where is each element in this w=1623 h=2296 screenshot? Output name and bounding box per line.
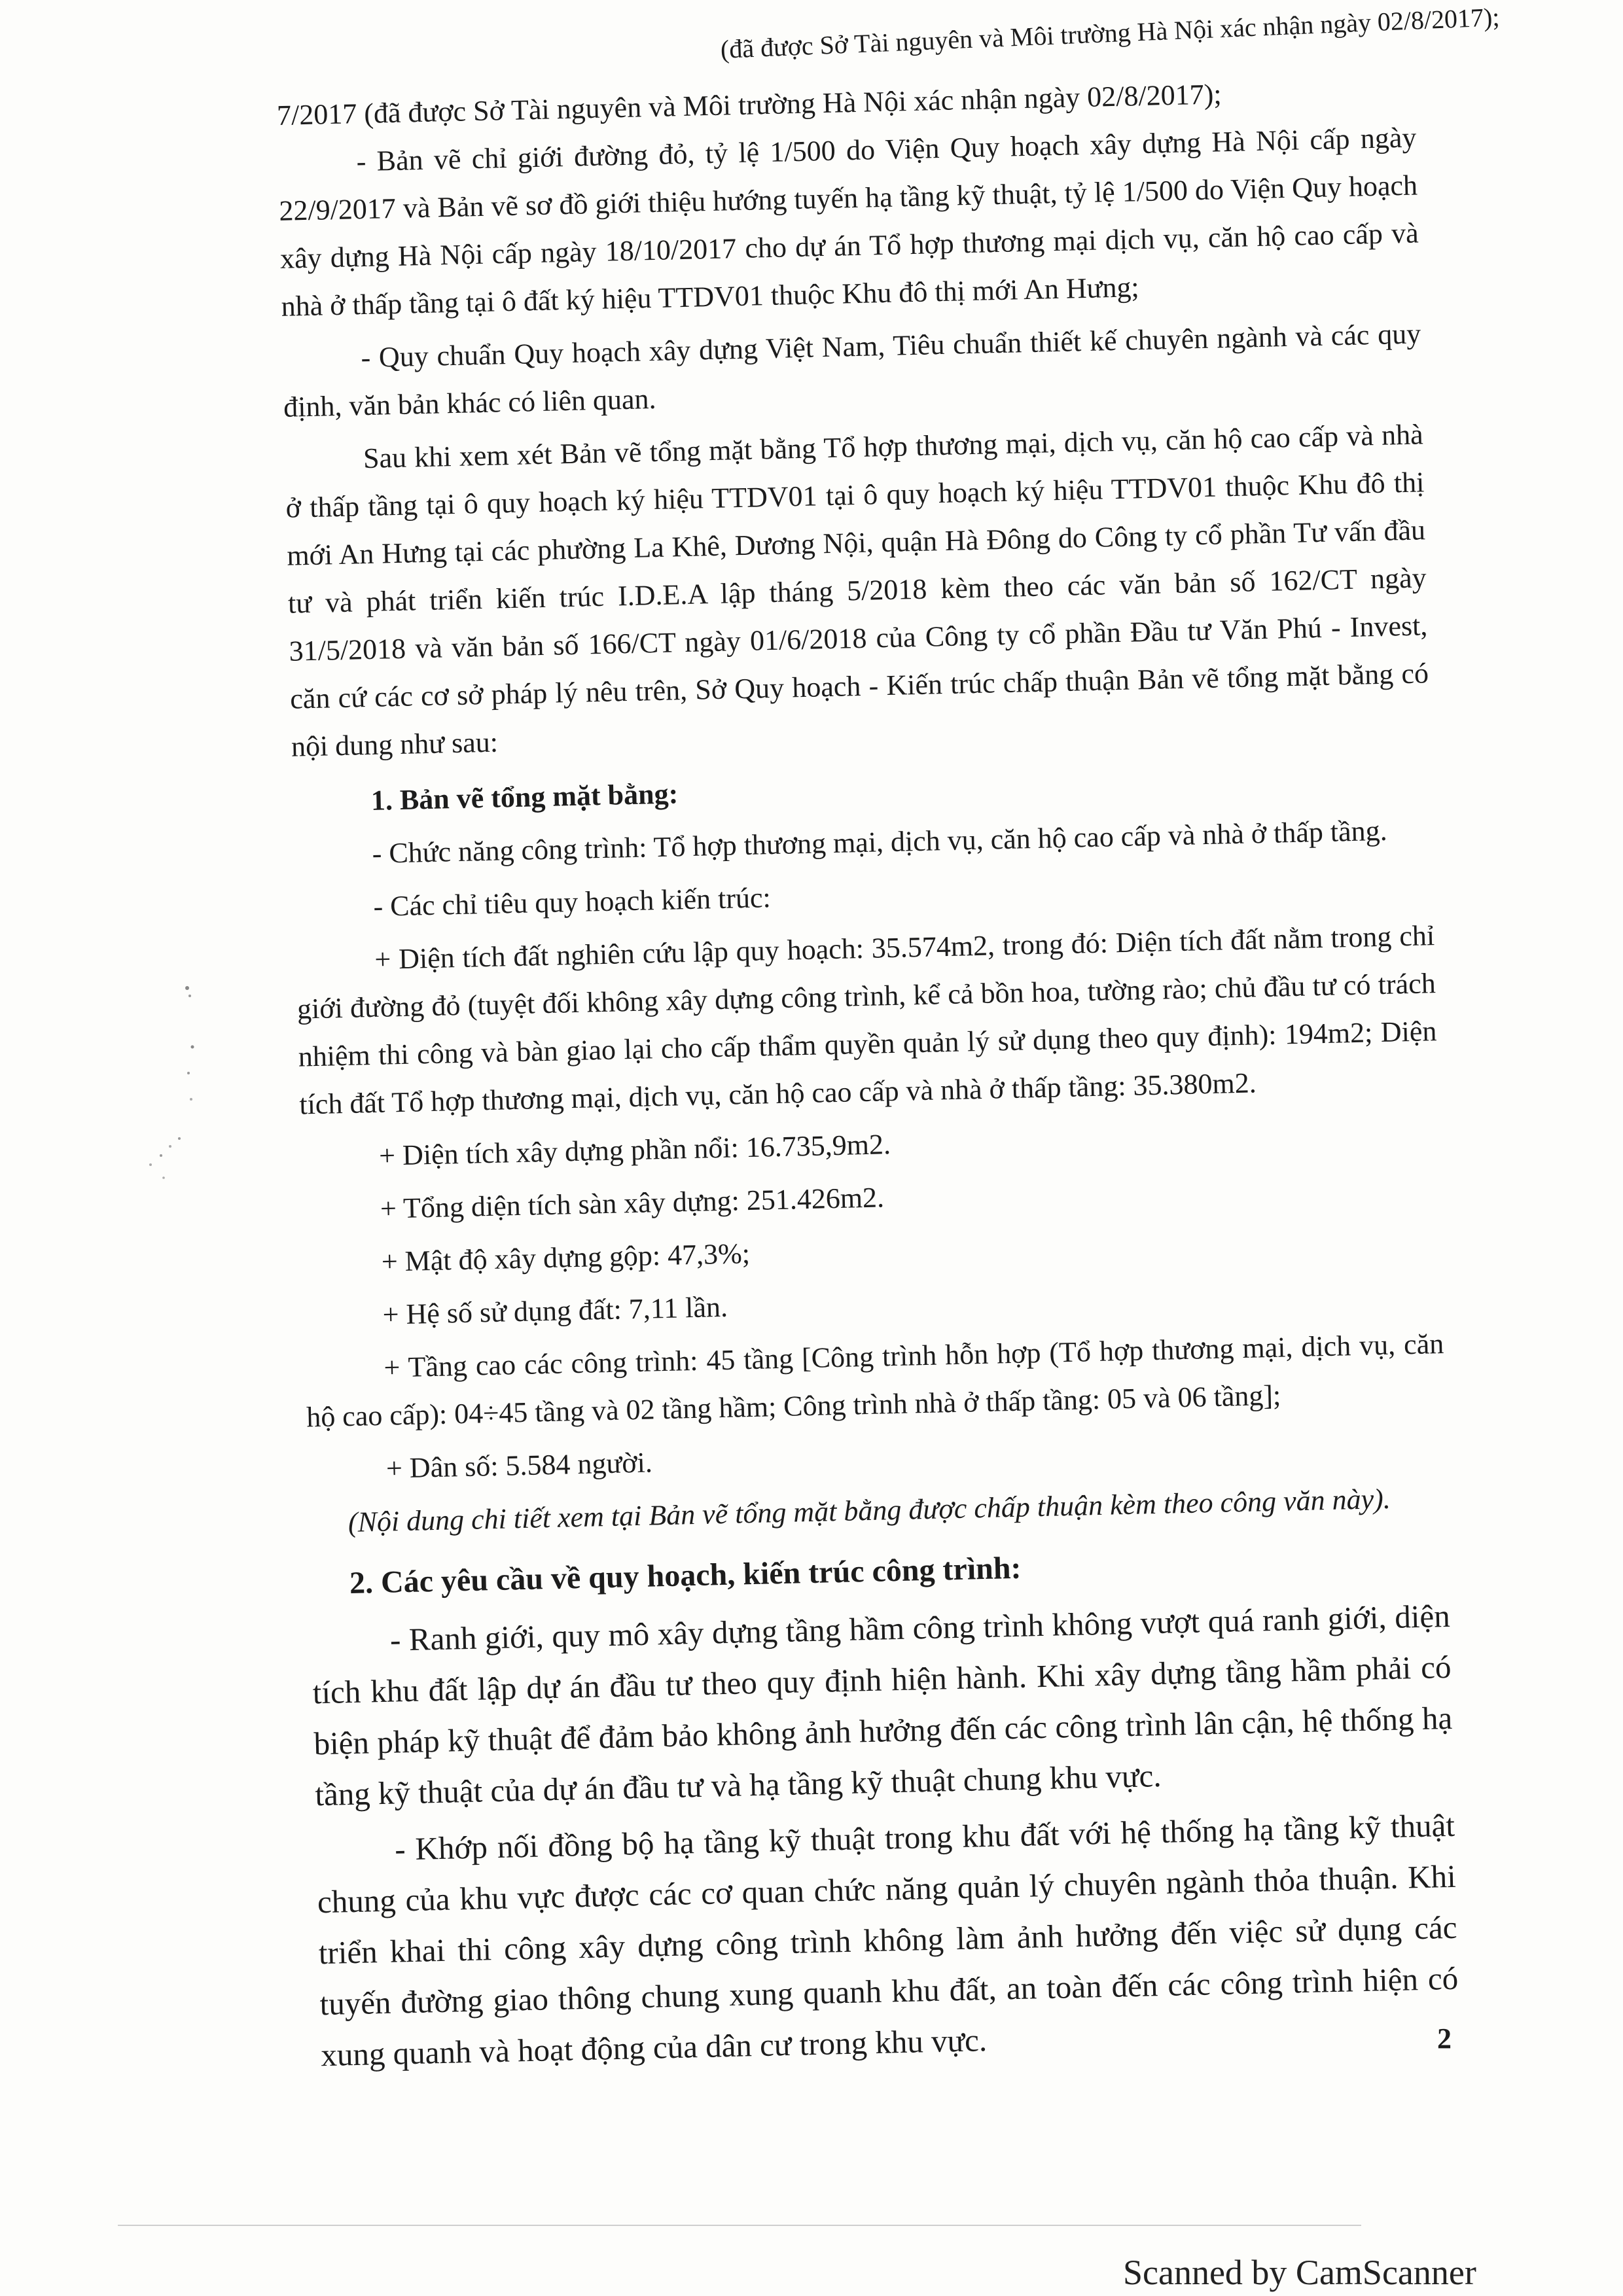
criteria-item: + Diện tích đất nghiên cứu lập quy hoạch: 35.574m2, trong đó: Diện tích đất nằm trong chỉ giới đường đỏ (tuyệt đối không xây dựng công trình, kể cả bồn hoa, tường rào; chủ đầu tư có trách nhiệm thi công và bàn giao lại cho cấp thẩm quyền quản lý sử dụng theo quy định): 194m2; Diện tích đất Tổ hợp thương mại, dịch vụ, căn hộ cao cấp và nhà ở thấp tầng: 35.380m2. — [296, 919, 1437, 1121]
paragraph-approval: Sau khi xem xét Bản vẽ tổng mặt bằng Tổ hợp thương mại, dịch vụ, căn hộ cao cấp và nhà ở thấp tầng tại ô quy hoạch ký hiệu TTDV01 tại ô quy hoạch ký hiệu TTDV01 thuộc Khu đô thị mới An Hưng tại các phường La Khê, Dương Nội, quận Hà Đông do Công ty cổ phần Tư vấn đầu tư và phát triển kiến trúc I.D.E.A lập tháng 5/2018 kèm theo các văn bản số 162/CT ngày 31/5/2018 và văn bản số 166/CT ngày 01/6/2018 của Công ty cổ phần Đầu tư Văn Phú - Invest, căn cứ các cơ sở pháp lý nêu trên, Sở Quy hoạch - Kiến trúc chấp thuận Bản vẽ tổng mặt bằng có nội dung như sau: — [285, 418, 1429, 763]
section-1-note: (Nội dung chi tiết xem tại Bản vẽ tổng mặt bằng được chấp thuận kèm theo công văn này). — [348, 1482, 1391, 1539]
criteria-item: + Tầng cao các công trình: 45 tầng [Công trình hỗn hợp (Tổ hợp thương mại, dịch vụ, căn hộ cao cấp): 04÷45 tầng và 02 tầng hầm; Công trình nhà ở thấp tầng: 05 và 06 tầng]; — [306, 1328, 1444, 1434]
section-2 — [310, 1533, 1460, 2081]
criteria-item: + Tổng diện tích sàn xây dựng: 251.426m2. — [380, 1181, 885, 1225]
section-1-heading: 1. Bản vẽ tổng mặt bằng: — [370, 777, 679, 817]
requirement-item: - Ranh giới, quy mô xây dựng tầng hầm công trình không vượt quá ranh giới, diện tích khu đất lập dự án đầu tư theo quy định hiện hành. Khi xây dựng tầng hầm phải có biện pháp kỹ thuật để đảm bảo không ảnh hưởng đến các công trình lân cận, hệ thống hạ tầng kỹ thuật của dự án đầu tư và hạ tầng kỹ thuật chung khu vực. — [312, 1597, 1453, 1813]
document-body — [275, 1, 1460, 2081]
section-2-heading: 2. Các yêu cầu về quy hoạch, kiến trúc công trình: — [349, 1550, 1022, 1601]
paragraph-red-line-drawing: - Bản vẽ chỉ giới đường đỏ, tỷ lệ 1/500 do Viện Quy hoạch xây dựng Hà Nội cấp ngày 22/9/2017 và Bản vẽ sơ đồ giới thiệu hướng tuyến hạ tầng kỹ thuật, tỷ lệ 1/500 do Viện Quy hoạch xây dựng Hà Nội cấp ngày 18/10/2017 cho dự án Tổ hợp thương mại dịch vụ, căn hộ cao cấp và nhà ở thấp tầng tại ô đất ký hiệu TTDV01 thuộc Khu đô thị mới An Hưng; — [278, 121, 1419, 323]
criteria-item: + Dân số: 5.584 người. — [385, 1446, 653, 1485]
criteria-item: + Mật độ xây dựng gộp: 47,3%; — [381, 1237, 751, 1278]
requirement-item: - Khớp nối đồng bộ hạ tầng kỹ thuật trong khu đất với hệ thống hạ tầng kỹ thuật chung của khu vực được các cơ quan chức năng quản lý chuyên ngành thỏa thuận. Khi triển khai thi công xây dựng công trình không làm ảnh hưởng đến việc sử dụng các tuyến đường giao thông chung xung quanh khu đất, an toàn đến các công trình hiện có xung quanh và hoạt động của dân cư trong khu vực. — [317, 1807, 1459, 2074]
section-1-criteria-heading: - Các chỉ tiêu quy hoạch kiến trúc: — [373, 881, 772, 923]
criteria-item: + Diện tích xây dựng phần nổi: 16.735,9m2. — [378, 1128, 891, 1172]
section-1-function: - Chức năng công trình: Tổ hợp thương mại, dịch vụ, căn hộ cao cấp và nhà ở thấp tầng. — [372, 814, 1388, 870]
bottom-divider — [118, 2225, 1361, 2226]
scanner-watermark: Scanned by CamScanner — [1123, 2253, 1476, 2292]
criteria-item: + Hệ số sử dụng đất: 7,11 lần. — [382, 1290, 728, 1331]
page-number: 2 — [1437, 2022, 1452, 2055]
paragraph-standards: - Quy chuẩn Quy hoạch xây dựng Việt Nam, Tiêu chuẩn thiết kế chuyên ngành và các quy định, văn bản khác có liên quan. — [283, 317, 1421, 423]
paragraph-continuation: 7/2017 (đã được Sở Tài nguyên và Môi trường Hà Nội xác nhận ngày 02/8/2017); — [276, 78, 1222, 132]
scan-specks — [124, 981, 216, 1217]
continued-line-fragment: (đã được Sở Tài nguyên và Môi trường Hà Nội xác nhận ngày 02/8/2017); — [720, 2, 1501, 64]
